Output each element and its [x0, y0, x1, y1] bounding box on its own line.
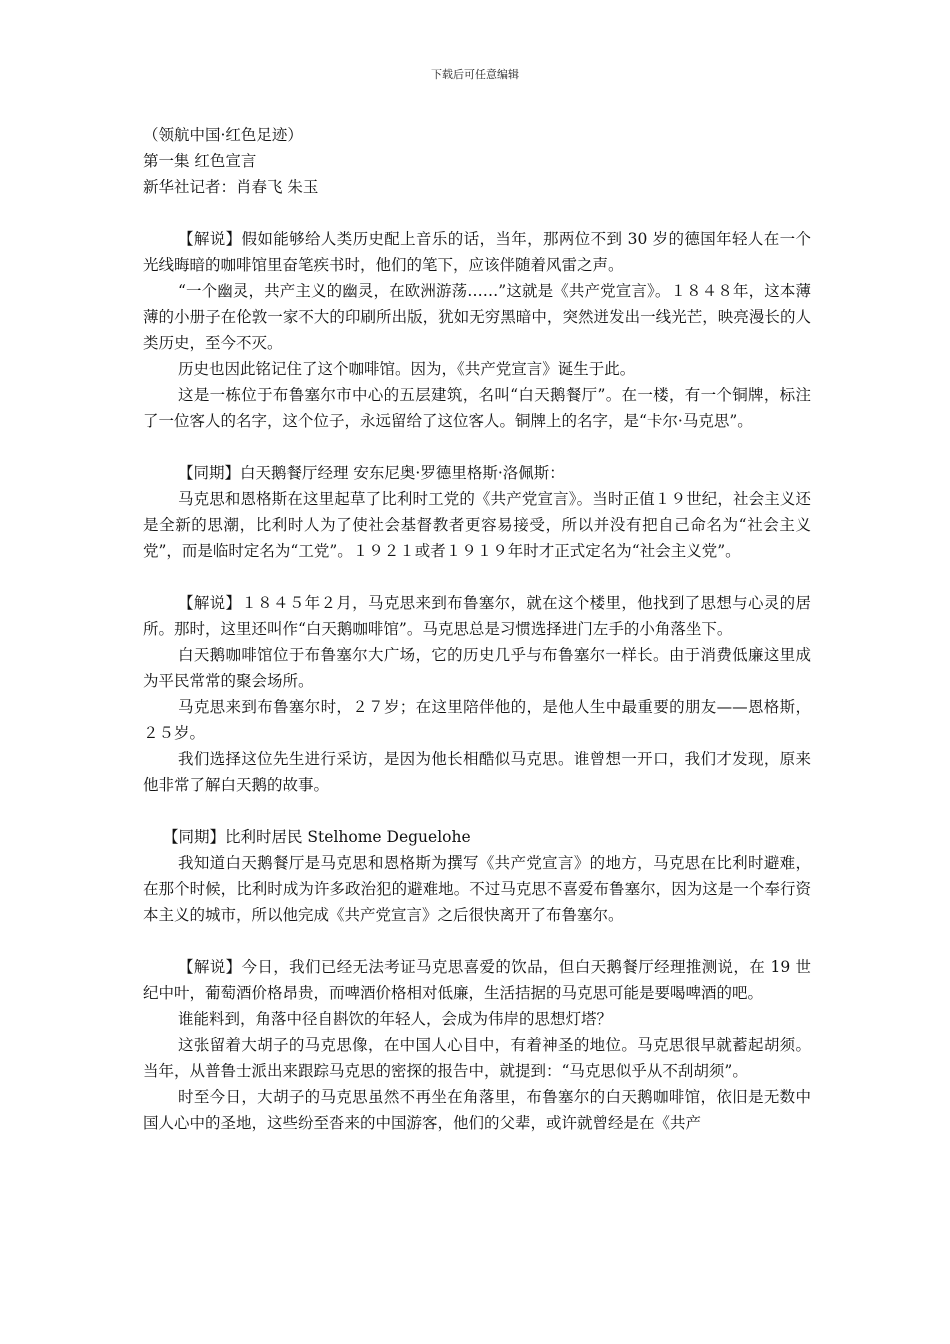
- paragraph: 【同期】白天鹅餐厅经理 安东尼奥·罗德里格斯·洛佩斯：: [178, 464, 565, 482]
- paragraph: 【解说】１８４５年２月，马克思来到布鲁塞尔，就在这个楼里，他找到了思想与心灵的居所。那时，这里还叫作“白天鹅咖啡馆”。马克思总是习惯选择进门左手的小角落坐下。: [143, 594, 811, 638]
- spacer: [143, 928, 811, 954]
- paragraph: 谁能料到，角落中径自斟饮的年轻人，会成为伟岸的思想灯塔？: [178, 1010, 613, 1028]
- spacer: [143, 434, 811, 460]
- paragraph: 【解说】今日，我们已经无法考证马克思喜爱的饮品，但白天鹅餐厅经理推测说，在 19 世纪中叶，葡萄酒价格昂贵，而啤酒价格相对低廉，生活拮据的马克思可能是要喝啤酒的吧。: [143, 958, 811, 1002]
- paragraph: 我们选择这位先生进行采访，是因为他长相酷似马克思。谁曾想一开口，我们才发现，原来他非常了解白天鹅的故事。: [143, 750, 811, 794]
- page-header: 下载后可任意编辑: [431, 68, 519, 81]
- document-body: [143, 122, 811, 1136]
- paragraph: 【解说】假如能够给人类历史配上音乐的话，当年，那两位不到 30 岁的德国年轻人在一个光线晦暗的咖啡馆里奋笔疾书时，他们的笔下，应该伴随着风雷之声。: [143, 230, 811, 274]
- paragraph: 【同期】比利时居民 Stelhome Deguelohe: [163, 828, 471, 846]
- episode-title: 第一集 红色宣言: [143, 152, 257, 170]
- spacer: [143, 200, 811, 226]
- spacer: [143, 564, 811, 590]
- paragraph: 时至今日，大胡子的马克思虽然不再坐在角落里，布鲁塞尔的白天鹅咖啡馆，依旧是无数中国人心中的圣地，这些纷至沓来的中国游客，他们的父辈，或许就曾经是在《共产: [143, 1088, 811, 1132]
- paragraph: 白天鹅咖啡馆位于布鲁塞尔大广场，它的历史几乎与布鲁塞尔一样长。由于消费低廉这里成为平民常常的聚会场所。: [143, 646, 811, 690]
- paragraph: 历史也因此铭记住了这个咖啡馆。因为，《共产党宣言》诞生于此。: [178, 360, 636, 378]
- paragraph: 这张留着大胡子的马克思像，在中国人心目中，有着神圣的地位。马克思很早就蓄起胡须。当年，从普鲁士派出来跟踪马克思的密探的报告中，就提到：“马克思似乎从不刮胡须”。: [143, 1036, 811, 1080]
- paragraph: 马克思和恩格斯在这里起草了比利时工党的《共产党宣言》。当时正值１９世纪，社会主义还是全新的思潮，比利时人为了使社会基督教者更容易接受，所以并没有把自己命名为“社会主义党”，而是临时定名为“工党”。１９２１或者１９１９年时才正式定名为“社会主义党”。: [143, 490, 811, 560]
- paragraph: 我知道白天鹅餐厅是马克思和恩格斯为撰写《共产党宣言》的地方，马克思在比利时避难，在那个时候，比利时成为许多政治犯的避难地。不过马克思不喜爱布鲁塞尔，因为这是一个奉行资本主义的城市，所以他完成《共产党宣言》之后很快离开了布鲁塞尔。: [143, 854, 811, 924]
- byline: 新华社记者：肖春飞 朱玉: [143, 178, 319, 196]
- column-title: （领航中国·红色足迹）: [143, 126, 303, 144]
- paragraph: “一个幽灵，共产主义的幽灵，在欧洲游荡……”这就是《共产党宣言》。１８４８年，这本薄薄的小册子在伦敦一家不大的印刷所出版，犹如无穷黑暗中，突然迸发出一线光芒，映亮漫长的人类历史，至今不灭。: [143, 282, 811, 352]
- paragraph: 马克思来到布鲁塞尔时，２７岁；在这里陪伴他的，是他人生中最重要的朋友——恩格斯，２５岁。: [143, 698, 811, 742]
- spacer: [143, 798, 811, 824]
- paragraph: 这是一栋位于布鲁塞尔市中心的五层建筑，名叫“白天鹅餐厅”。在一楼，有一个铜牌，标注了一位客人的名字，这个位子，永远留给了这位客人。铜牌上的名字，是“卡尔·马克思”。: [143, 386, 811, 430]
